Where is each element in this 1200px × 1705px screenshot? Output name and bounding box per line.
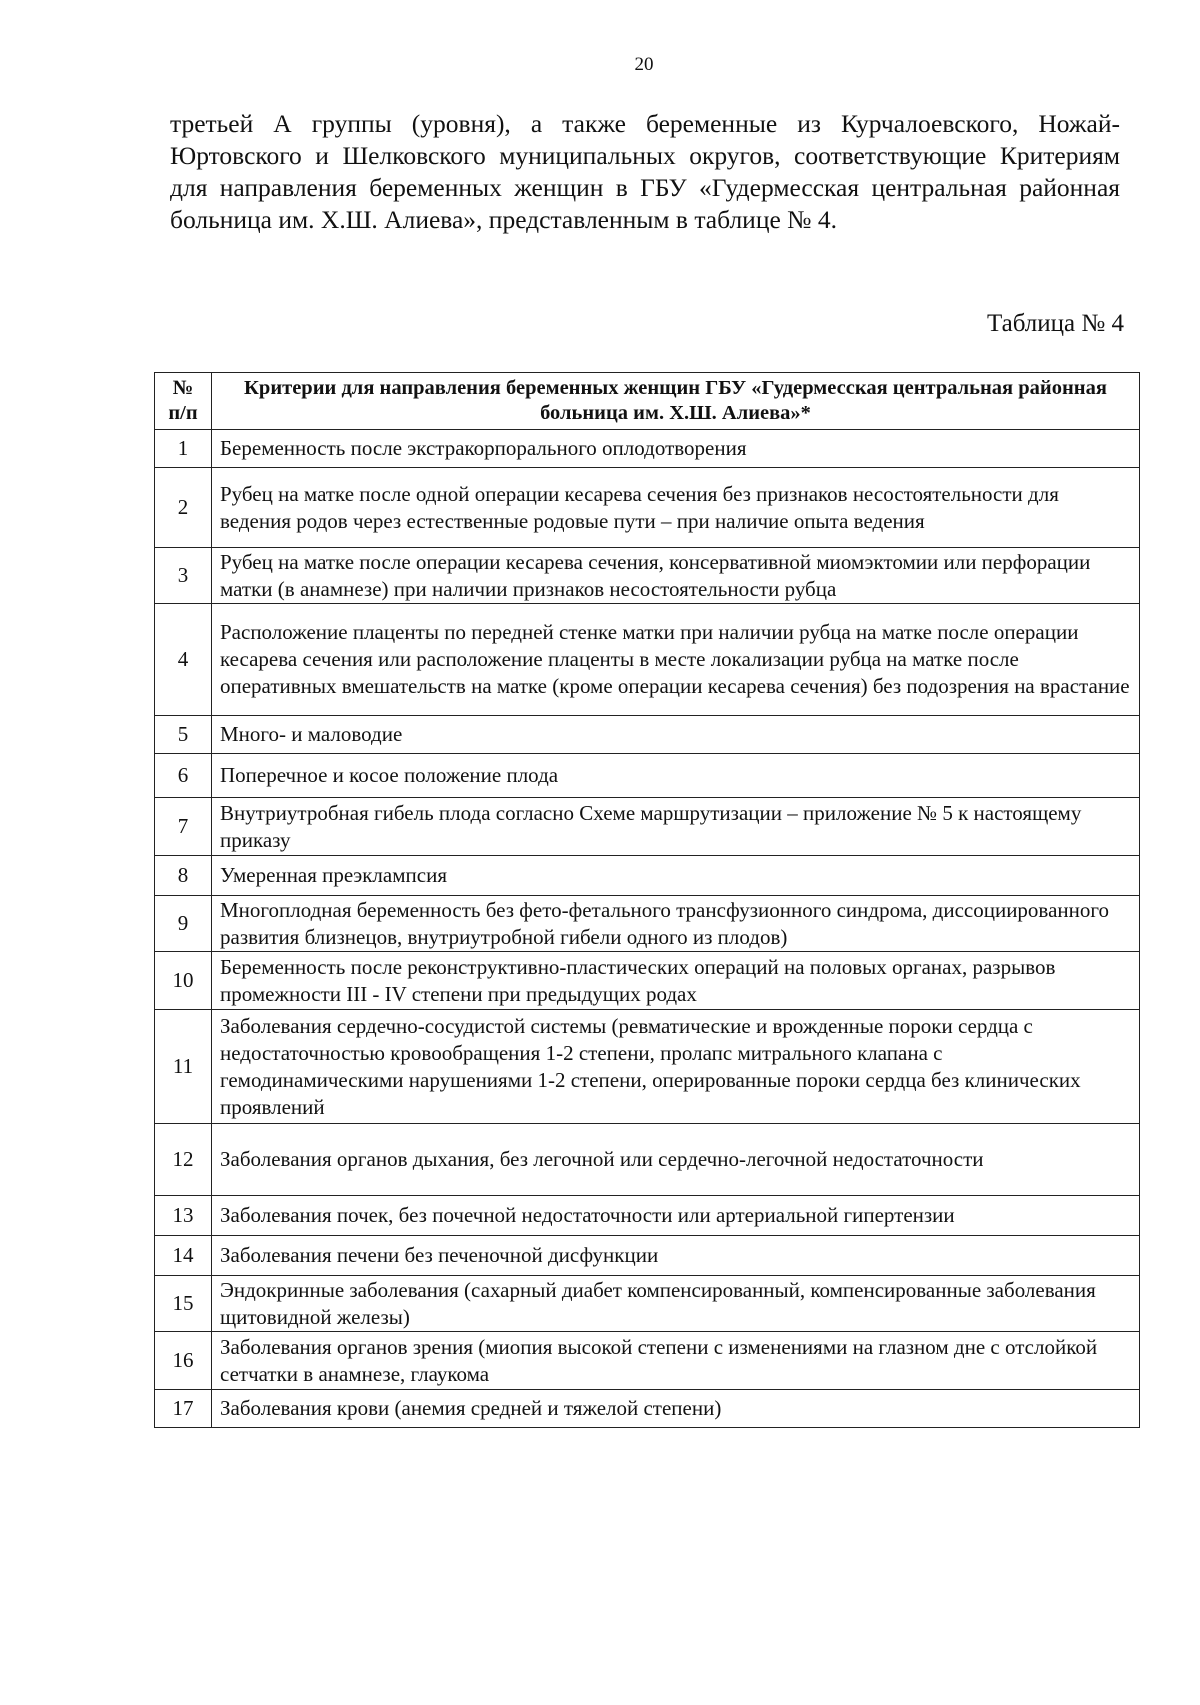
row-number: 5 — [155, 716, 212, 754]
row-number: 4 — [155, 604, 212, 716]
table-row — [155, 716, 1140, 754]
table-row — [155, 1010, 1140, 1124]
table-row — [155, 1236, 1140, 1276]
table-row — [155, 896, 1140, 952]
row-criterion: Внутриутробная гибель плода согласно Схеме маршрутизации – приложение № 5 к настоящему приказу — [212, 798, 1140, 856]
row-criterion: Заболевания сердечно-сосудистой системы (ревматические и врожденные пороки сердца с недостаточностью кровообращения 1-2 степени, пролапс митрального клапана с гемодинамическими нарушениями 1-2 степени, оперированные пороки сердца без клинических проявлений — [212, 1010, 1140, 1124]
table-header-row — [155, 373, 1140, 430]
row-number: 14 — [155, 1236, 212, 1276]
row-criterion: Рубец на матке после операции кесарева сечения, консервативной миомэктомии или перфорации матки (в анамнезе) при наличии признаков несостоятельности рубца — [212, 548, 1140, 604]
table-row — [155, 1332, 1140, 1390]
row-criterion: Заболевания органов дыхания, без легочной или сердечно-легочной недостаточности — [212, 1124, 1140, 1196]
criteria-table — [154, 372, 1140, 1428]
row-criterion: Расположение плаценты по передней стенке матки при наличии рубца на матке после операции кесарева сечения или расположение плаценты в месте локализации рубца на матке после оперативных вмешательств на матке (кроме операции кесарева сечения) без подозрения на врастание — [212, 604, 1140, 716]
row-criterion: Эндокринные заболевания (сахарный диабет компенсированный, компенсированные заболевания щитовидной железы) — [212, 1276, 1140, 1332]
row-number: 10 — [155, 952, 212, 1010]
row-criterion: Заболевания почек, без почечной недостаточности или артериальной гипертензии — [212, 1196, 1140, 1236]
row-number: 6 — [155, 754, 212, 798]
row-criterion: Заболевания крови (анемия средней и тяжелой степени) — [212, 1390, 1140, 1428]
header-number: № п/п — [155, 373, 212, 430]
table-row — [155, 1276, 1140, 1332]
table-row — [155, 754, 1140, 798]
row-number: 8 — [155, 856, 212, 896]
row-number: 13 — [155, 1196, 212, 1236]
row-number: 12 — [155, 1124, 212, 1196]
table-row — [155, 430, 1140, 468]
row-number: 9 — [155, 896, 212, 952]
row-number: 1 — [155, 430, 212, 468]
table-row — [155, 952, 1140, 1010]
row-criterion: Поперечное и косое положение плода — [212, 754, 1140, 798]
table-row — [155, 856, 1140, 896]
row-criterion: Заболевания печени без печеночной дисфункции — [212, 1236, 1140, 1276]
row-criterion: Много- и маловодие — [212, 716, 1140, 754]
row-criterion: Беременность после реконструктивно-пластических операций на половых органах, разрывов промежности III - IV степени при предыдущих родах — [212, 952, 1140, 1010]
row-number: 15 — [155, 1276, 212, 1332]
row-number: 7 — [155, 798, 212, 856]
table-row — [155, 604, 1140, 716]
table-row — [155, 798, 1140, 856]
row-criterion: Заболевания органов зрения (миопия высокой степени с изменениями на глазном дне с отслойкой сетчатки в анамнезе, глаукома — [212, 1332, 1140, 1390]
row-number: 17 — [155, 1390, 212, 1428]
table-row — [155, 548, 1140, 604]
row-criterion: Многоплодная беременность без фето-фетального трансфузионного синдрома, диссоциированного развития близнецов, внутриутробной гибели одного из плодов) — [212, 896, 1140, 952]
table-row — [155, 468, 1140, 548]
table-caption: Таблица № 4 — [986, 310, 1124, 337]
row-criterion: Рубец на матке после одной операции кесарева сечения без признаков несостоятельности для ведения родов через естественные родовые пути – при наличие опыта ведения — [212, 468, 1140, 548]
page-number: 20 — [634, 54, 654, 75]
row-number: 16 — [155, 1332, 212, 1390]
row-criterion: Умеренная преэклампсия — [212, 856, 1140, 896]
row-number: 11 — [155, 1010, 212, 1124]
table-body — [155, 430, 1140, 1428]
table-row — [155, 1196, 1140, 1236]
table-row — [155, 1124, 1140, 1196]
row-criterion: Беременность после экстракорпорального оплодотворения — [212, 430, 1140, 468]
table-row — [155, 1390, 1140, 1428]
intro-paragraph: третьей А группы (уровня), а также беременные из Курчалоевского, Ножай-Юртовского и Шелковского муниципальных округов, соответствующие Критериям для направления беременных женщин в ГБУ «Гудермесская центральная районная больница им. Х.Ш. Алиева», представленным в таблице № 4. — [170, 109, 1120, 234]
header-criteria: Критерии для направления беременных женщин ГБУ «Гудермесская центральная районная больница им. Х.Ш. Алиева»* — [212, 373, 1140, 430]
row-number: 3 — [155, 548, 212, 604]
row-number: 2 — [155, 468, 212, 548]
